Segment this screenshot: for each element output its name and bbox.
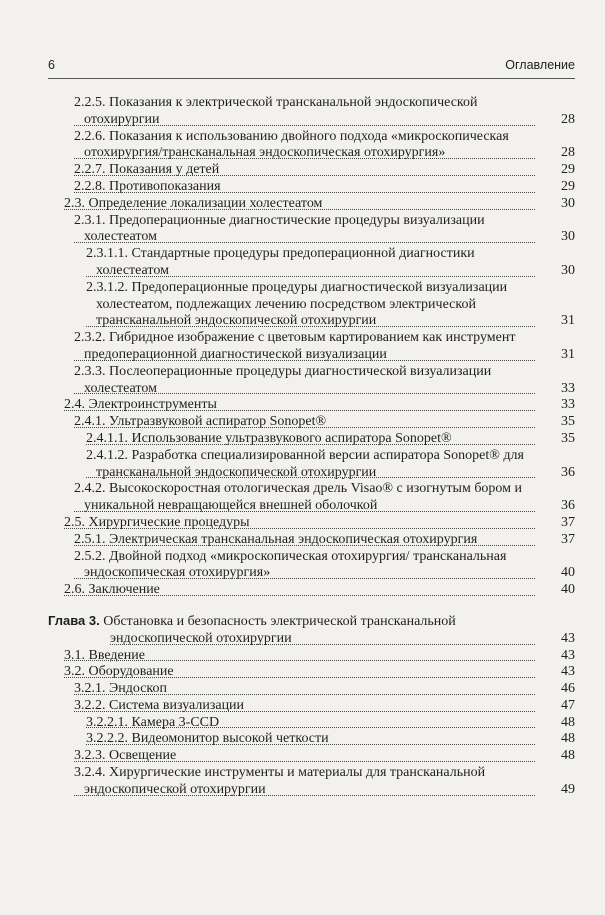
- toc-entry-text: 2.4.1.2. Разработка специализированной версии аспиратора Sonopet® для трансканальной эндоскопической отохирургии: [86, 447, 524, 480]
- toc-entry-text: 2.5. Хирургические процедуры: [64, 515, 253, 530]
- toc-entry: [0, 681, 575, 698]
- leader-dots: [74, 175, 535, 176]
- toc-entry: [0, 532, 575, 549]
- section-title: Оглавление: [505, 58, 575, 72]
- toc-entry: [0, 330, 575, 364]
- leader-dots: [74, 360, 535, 361]
- leader-dots: [74, 711, 535, 712]
- leader-dots: [64, 595, 535, 596]
- toc-chapter-entry: [0, 613, 575, 648]
- leader-dots: [74, 545, 535, 546]
- leader-dots: [64, 209, 535, 210]
- toc-entry-text: 3.2.3. Освещение: [74, 748, 179, 763]
- toc-entry: [0, 448, 575, 482]
- toc-entry-text: 3.2.2.1. Камера 3-CCD: [86, 715, 222, 730]
- toc-entry: [0, 95, 575, 129]
- chapter-gap: [0, 599, 605, 613]
- toc-page-number: 37: [561, 514, 575, 530]
- toc-page-number: 46: [561, 681, 575, 697]
- toc-entry-text: 2.3.3. Послеоперационные процедуры диагностической визуализации холестеатом: [74, 363, 492, 396]
- toc-entry-text: 2.2.6. Показания к использованию двойного подхода «микроскопическая отохирургия/трансканальная эндоскопическая отохирургия»: [74, 128, 509, 161]
- toc-page-number: 36: [561, 464, 575, 480]
- toc-page-number: 43: [561, 664, 575, 680]
- toc-page-number: 29: [561, 162, 575, 178]
- toc-entry-text: 2.4.1.1. Использование ультразвукового аспиратора Sonopet®: [86, 431, 455, 446]
- toc-entry: [0, 731, 575, 748]
- toc-entry-text: 3.2.2.2. Видеомонитор высокой четкости: [86, 731, 332, 746]
- toc-entry-text: 2.3.1.1. Стандартные процедуры предоперационной диагностики холестеатом: [86, 246, 475, 278]
- toc-entry-text: 3.2. Оборудование: [64, 664, 177, 679]
- leader-dots: [74, 158, 535, 159]
- toc-page-number: 48: [561, 748, 575, 764]
- toc-entry: [0, 698, 575, 715]
- toc-page-number: 43: [561, 647, 575, 663]
- toc-entry-text: 2.4. Электроинструменты: [64, 397, 220, 412]
- toc-entry-text: [48, 614, 456, 646]
- toc-page-number: 48: [561, 731, 575, 747]
- toc-entry: [0, 664, 575, 681]
- leader-dots: [74, 427, 535, 428]
- toc-page-number: 28: [561, 111, 575, 127]
- toc-entry: [0, 715, 575, 732]
- toc-page-number: 36: [561, 498, 575, 514]
- toc-page-number: 48: [561, 714, 575, 730]
- toc-page-number: 30: [561, 229, 575, 245]
- toc-entry: [0, 196, 575, 213]
- leader-dots: [64, 660, 535, 661]
- toc-entry: [0, 481, 575, 515]
- toc-entry: [0, 582, 575, 599]
- toc-entry: [0, 129, 575, 163]
- leader-dots: [86, 444, 535, 445]
- leader-dots: [64, 677, 535, 678]
- toc-page-number: 47: [561, 697, 575, 713]
- toc-entry-text: 2.4.2. Высокоскоростная отологическая дрель Visao® с изогнутым бором и уникальной невращающейся внешней оболочкой: [74, 481, 523, 514]
- toc-entry: [0, 162, 575, 179]
- toc-page-number: 29: [561, 178, 575, 194]
- toc-entry: [0, 648, 575, 665]
- toc-entry: [0, 515, 575, 532]
- toc-page-number: 43: [561, 630, 575, 646]
- toc-entry-text: 2.4.1. Ультразвуковой аспиратор Sonopet®: [74, 414, 329, 429]
- toc-entry: [0, 246, 575, 280]
- leader-dots: [74, 578, 535, 579]
- toc-page-number: 49: [561, 781, 575, 797]
- leader-dots: [74, 694, 535, 695]
- toc-entry-text: 2.3.1. Предоперационные диагностические процедуры визуализации холестеатом: [74, 212, 485, 245]
- toc-entry-text: 2.3.2. Гибридное изображение с цветовым картированием как инструмент предоперационной диагностической визуализации: [74, 330, 516, 362]
- page-header: [48, 58, 575, 79]
- toc-entry-text: 3.2.2. Система визуализации: [74, 698, 247, 713]
- toc-entry: [0, 414, 575, 431]
- toc-page-number: 37: [561, 531, 575, 547]
- leader-dots: [86, 477, 535, 478]
- leader-dots: [74, 242, 535, 243]
- leader-dots: [64, 410, 535, 411]
- leader-dots: [110, 644, 535, 645]
- toc-page-number: 40: [561, 582, 575, 598]
- toc-entry: [0, 213, 575, 247]
- toc-entry: [0, 364, 575, 398]
- toc-page-number: 33: [561, 397, 575, 413]
- toc-page-number: 31: [561, 313, 575, 329]
- toc-page-number: 35: [561, 430, 575, 446]
- leader-dots: [74, 125, 535, 126]
- toc-entry-text: 2.6. Заключение: [64, 582, 163, 597]
- leader-dots: [74, 795, 535, 796]
- toc-page-number: 33: [561, 380, 575, 396]
- leader-dots: [86, 744, 535, 745]
- leader-dots: [86, 727, 535, 728]
- toc-entry: [0, 549, 575, 583]
- toc-entry-text: 2.2.7. Показания у детей: [74, 162, 222, 177]
- toc-page-number: 31: [561, 346, 575, 362]
- toc-page-number: 40: [561, 565, 575, 581]
- leader-dots: [74, 192, 535, 193]
- toc-page-number: 30: [561, 262, 575, 278]
- toc-entry-text: 3.2.4. Хирургические инструменты и материалы для трансканальной эндоскопической отохирургии: [74, 765, 486, 797]
- toc-entry: [0, 397, 575, 414]
- chapter-label: Глава 3.: [48, 612, 100, 628]
- toc-entry-text: 2.3.1.2. Предоперационные процедуры диагностической визуализации холестеатом, подлежащих лечению посредством электрической трансканальной эндоскопической отохирургии: [86, 279, 508, 329]
- leader-dots: [74, 511, 535, 512]
- toc-entry-text: 2.5.2. Двойной подход «микроскопическая отохирургия/ трансканальная эндоскопическая отохирургия»: [74, 548, 507, 581]
- toc-page-number: 30: [561, 195, 575, 211]
- toc-entry: [0, 280, 575, 330]
- leader-dots: [86, 326, 535, 327]
- toc-entry-text: 3.1. Введение: [64, 648, 148, 663]
- leader-dots: [86, 276, 535, 277]
- page-number: 6: [48, 58, 55, 72]
- chapter-title: Обстановка и безопасность электрической трансканальной эндоскопической отохирургии: [103, 613, 456, 646]
- toc-entry-text: 3.2.1. Эндоскоп: [74, 681, 170, 696]
- toc-entry-text: 2.2.8. Противопоказания: [74, 179, 224, 194]
- toc-entry-text: 2.2.5. Показания к электрической трансканальной эндоскопической отохирургии: [74, 95, 478, 127]
- toc-entry-text: 2.5.1. Электрическая трансканальная эндоскопическая отохирургия: [74, 532, 480, 547]
- toc-entry-text: 2.3. Определение локализации холестеатом: [64, 196, 325, 211]
- leader-dots: [64, 528, 535, 529]
- leader-dots: [74, 393, 535, 394]
- leader-dots: [74, 761, 535, 762]
- toc-page-number: 28: [561, 145, 575, 161]
- toc-entry: [0, 179, 575, 196]
- toc-page-number: 35: [561, 414, 575, 430]
- table-of-contents: [0, 95, 605, 799]
- toc-entry: [0, 748, 575, 765]
- toc-entry: [0, 431, 575, 448]
- toc-entry: [0, 765, 575, 799]
